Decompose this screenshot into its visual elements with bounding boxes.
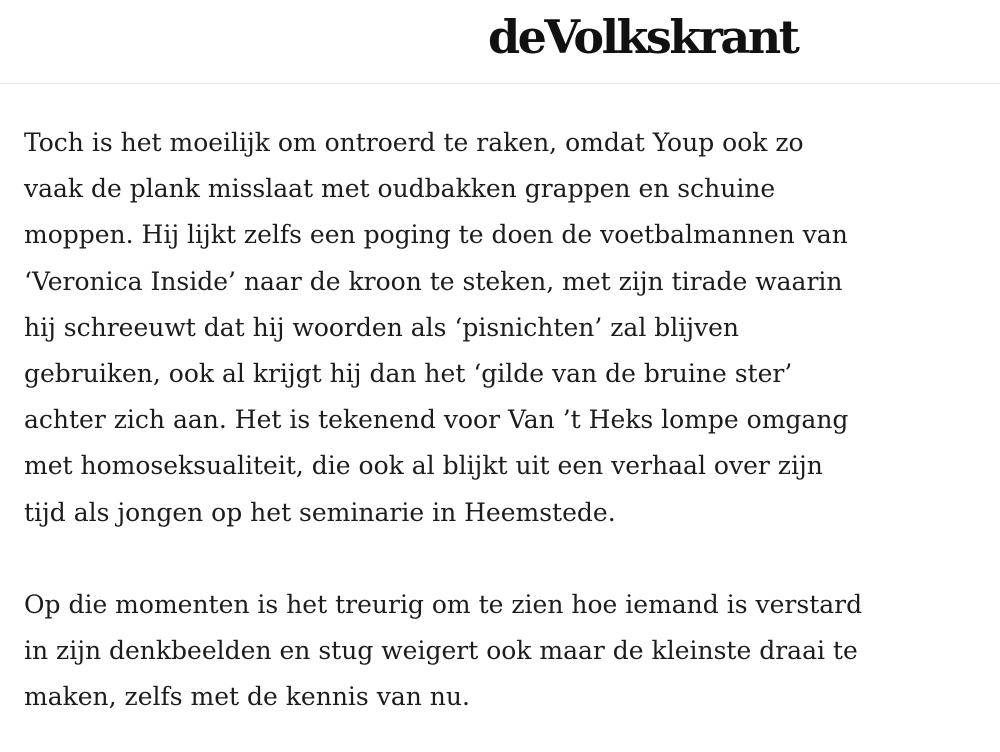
article-body — [24, 120, 984, 720]
article-paragraph — [24, 582, 984, 721]
text-line: maken, zelfs met de kennis van nu. — [24, 682, 470, 712]
article-paragraph — [24, 120, 984, 536]
text-line: vaak de plank misslaat met oudbakken grappen en schuine — [24, 174, 776, 204]
volkskrant-logo[interactable]: deVolkskrant — [488, 10, 798, 64]
text-line: Toch is het moeilijk om ontroerd te raken, omdat Youp ook zo — [24, 128, 804, 157]
text-line: gebruiken, ook al krijgt hij dan het ‘gilde van de bruine ster’ — [24, 359, 793, 389]
text-line: Op die momenten is het treurig om te zien hoe iemand is verstard — [24, 589, 863, 619]
text-line: met homoseksualiteit, die ook al blijkt uit een verhaal over zijn — [24, 451, 823, 481]
text-line: tijd als jongen op het seminarie in Heemstede. — [24, 497, 616, 527]
text-line: moppen. Hij lijkt zelfs een poging te doen de voetbalmannen van — [24, 220, 848, 250]
text-line: achter zich aan. Het is tekenend voor Van ’t Heks lompe omgang — [24, 405, 849, 435]
text-line: ‘Veronica Inside’ naar de kroon te steken, met zijn tirade waarin — [24, 266, 843, 296]
masthead — [0, 0, 1000, 84]
text-line: hij schreeuwt dat hij woorden als ‘pisnichten’ zal blijven — [24, 312, 740, 342]
text-line: in zijn denkbeelden en stug weigert ook maar de kleinste draai te — [24, 636, 858, 666]
